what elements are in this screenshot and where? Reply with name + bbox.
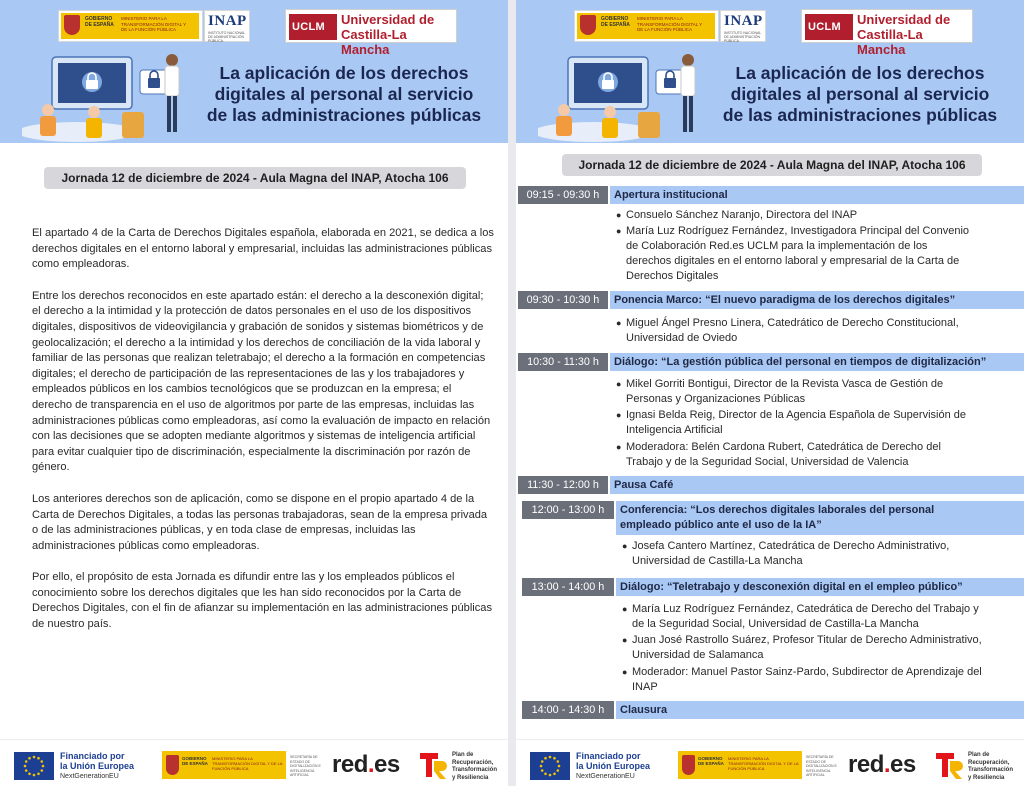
speaker-line: INAP [632,681,658,693]
page-gutter [508,0,516,786]
intro-paragraph: El apartado 4 de la Carta de Derechos Digitales española, elaborada en 2021, se dedica a los derechos digitales en el entorno laboral y empresarial, incluidas las administraciones públicas como empleadoras. [32,227,494,271]
time-slot: 09:30 - 10:30 h [518,291,608,309]
speaker-line: Trabajo y de la Seguridad Social, Universidad de Valencia [626,456,909,468]
inap-logo: INAP INSTITUTO NACIONAL DE ADMINISTRACIÓN PÚBLICA [204,10,250,42]
speaker-list: ● María Luz Rodríguez Fernández, Catedrática de Derecho del Trabajo y de la Seguridad Social, Universidad de Castilla-La Mancha ● Juan José Rastrollo Suárez, Profesor Titular de Derecho Administrativo, Universidad de Salamanca ● Moderador: Manuel Pastor Sainz-Pardo, Subdirector de Aprendizaje del INAP [516,602,1024,697]
speaker-line: de Colaboración Red.es UCLM para la implementación de los [626,240,928,252]
speaker-line: Miguel Ángel Presno Linera, Catedrático de Derecho Constitucional, [626,317,959,329]
speaker-line: Inteligencia Artificial [626,424,723,436]
speaker-line: Derechos Digitales [626,270,719,282]
eu-flag-icon [530,752,570,780]
speaker-line: Universidad de Salamanca [632,649,764,661]
session-title: Conferencia: “Los derechos digitales laborales del personal empleado público ante el uso de la IA” [616,501,1024,535]
session-title: Apertura institucional [610,186,1024,204]
redes-logo: red.es [332,751,400,778]
event-title: La aplicación de los derechos digitales al personal al servicio de las administraciones públicas [722,63,998,125]
intro-paragraph: Los anteriores derechos son de aplicación, como se dispone en el propio apartado 4 de la Carta de Derechos Digitales, a todas las personas trabajadoras, sean de la empresa privada o de las administraciones públicas, y en toda clase de empresas, incluidas las administraciones públicas como empleadoras. [32,492,488,552]
date-bar: Jornada 12 de diciembre de 2024 - Aula Magna del INAP, Atocha 106 [44,167,466,189]
intro-paragraph: Por ello, el propósito de esta Jornada es difundir entre las y los empleados públicos el conocimiento sobre los derechos digitales que les han sido reconocidos por la Carta de Derechos Digitales, con el fin de afianzar su implementación en las administraciones públicas de nuestro país. [32,571,493,631]
speaker-line: Mikel Gorriti Bontigui, Director de la Revista Vasca de Gestión de [626,378,944,390]
speaker-line: Moderadora: Belén Cardona Rubert, Catedrática de Derecho del [626,441,941,453]
gobierno-logo: GOBIERNO DE ESPAÑA MINISTERIO PARA LA TRANSFORMACIÓN DIGITAL Y DE LA FUNCIÓN PÚBLICA [58,10,203,42]
session-title: Diálogo: “La gestión pública del personal en tiempos de digitalización” [610,353,1024,371]
coat-of-arms-icon [580,15,596,35]
session-title: Diálogo: “Teletrabajo y desconexión digital en el empleo público” [616,578,1024,596]
event-title: La aplicación de los derechos digitales al personal al servicio de las administraciones públicas [206,63,482,125]
speaker-line: de la Seguridad Social, Universidad de Castilla-La Mancha [632,618,919,630]
intro-paragraph: Entre los derechos reconocidos en este apartado están: el derecho a la desconexión digital; el derecho a la intimidad y la protección de datos personales en el uso de los dispositivos digitales, dispositivos de videovigilancia y grabación de sonidos y sistemas biométricos y de geolocalización; el derecho a la intimidad y los derechos de conciliación de la vida laboral y familiar de las personas que realizan teletrabajo; el derecho a la formación en competencias digitales; el derecho de participación de las representaciones de las y los trabajadores y empleados públicos en los cambios tecnológicos que se produzcan en la empresa; el derecho de transparencia en el uso de algoritmos por parte de las empresas, incluidas las administraciones públicas como empleadoras, así como la evaluación de impacto en relación con las decisiones que se adopten mediante algoritmos y sistemas de inteligencia artificial para evitar cualquier tipo de discriminación, especialmente la discriminación por razón de género. [32,289,491,474]
eu-flag-icon [14,752,54,780]
time-slot: 14:00 - 14:30 h [522,701,614,719]
speaker-line: Juan José Rastrollo Suárez, Profesor Titular de Derecho Administrativo, [632,634,982,646]
speaker-line: Universidad de Oviedo [626,332,738,344]
prtr-logo-icon [934,749,966,781]
footer-gobierno-logo: GOBIERNO DE ESPAÑA MINISTERIO PARA LA TRANSFORMACIÓN DIGITAL Y DE LA FUNCIÓN PÚBLICA [678,751,802,779]
funding-footer: Financiado por la Unión Europea NextGenerationEU GOBIERNO DE ESPAÑA MINISTERIO PARA LA TRANSFORMACIÓN DIGITAL Y DE LA FUNCIÓN PÚBLICA SECRETARÍA DE ESTADO DE DIGITALIZACIÓN E INTELIGENCIA ARTIFICIAL red.es Plan de Recuperación, Transformación y Resiliencia [516,739,1024,786]
time-slot: 12:00 - 13:00 h [522,501,614,519]
time-slot: 13:00 - 14:00 h [522,578,614,596]
coat-of-arms-icon [682,755,695,775]
flyer-page-right [516,0,1024,786]
intro-text [32,226,494,649]
coat-of-arms-icon [64,15,80,35]
uclm-logo: UCLM Universidad de Castilla-La Mancha [801,9,973,43]
speaker-line: Josefa Cantero Martínez, Catedrática de Derecho Administrativo, [632,540,950,552]
speaker-line: Moderador: Manuel Pastor Sainz-Pardo, Subdirector de Aprendizaje del [632,666,982,678]
speaker-list: ● Josefa Cantero Martínez, Catedrática de Derecho Administrativo, Universidad de Castilla-La Mancha [516,539,1024,571]
speaker-list: ● Miguel Ángel Presno Linera, Catedrático de Derecho Constitucional, Universidad de Oviedo [516,316,1024,348]
redes-logo: red.es [848,751,916,778]
funding-footer: Financiado por la Unión Europea NextGenerationEU GOBIERNO DE ESPAÑA MINISTERIO PARA LA TRANSFORMACIÓN DIGITAL Y DE LA FUNCIÓN PÚBLICA SECRETARÍA DE ESTADO DE DIGITALIZACIÓN E INTELIGENCIA ARTIFICIAL red.es Plan de Recuperación, Transformación y Resiliencia [0,739,508,786]
prtr-logo-icon [418,749,450,781]
flyer-page-left [0,0,508,786]
header-banner [0,0,508,143]
speaker-list: ● Mikel Gorriti Bontigui, Director de la Revista Vasca de Gestión de Personas y Organizaciones Públicas ● Ignasi Belda Reig, Director de la Agencia Española de Supervisión de Inteligencia Artificial ● Moderadora: Belén Cardona Rubert, Catedrática de Derecho del Trabajo y de la Seguridad Social, Universidad de Valencia [516,377,1024,472]
speaker-line: María Luz Rodríguez Fernández, Investigadora Principal del Convenio [626,225,970,237]
time-slot: 11:30 - 12:00 h [518,476,608,494]
header-banner [516,0,1024,143]
date-bar: Jornada 12 de diciembre de 2024 - Aula Magna del INAP, Atocha 106 [562,154,982,176]
digital-security-illustration-icon [22,52,197,142]
session-title: Clausura [616,701,1024,719]
speaker-line: María Luz Rodríguez Fernández, Catedrática de Derecho del Trabajo y [632,603,979,615]
speaker-line: Ignasi Belda Reig, Director de la Agencia Española de Supervisión de [626,409,966,421]
speaker-line: Consuelo Sánchez Naranjo, Directora del INAP [626,209,858,221]
digital-security-illustration-icon [538,52,713,142]
speaker-line: derechos digitales en el entorno laboral y empresarial de la Carta de [626,255,960,267]
speaker-line: Universidad de Castilla-La Mancha [632,555,803,567]
gobierno-logo: GOBIERNO DE ESPAÑA MINISTERIO PARA LA TRANSFORMACIÓN DIGITAL Y DE LA FUNCIÓN PÚBLICA [574,10,719,42]
coat-of-arms-icon [166,755,179,775]
speaker-line: Personas y Organizaciones Públicas [626,393,806,405]
time-slot: 10:30 - 11:30 h [518,353,608,371]
footer-gobierno-logo: GOBIERNO DE ESPAÑA MINISTERIO PARA LA TRANSFORMACIÓN DIGITAL Y DE LA FUNCIÓN PÚBLICA [162,751,286,779]
speaker-list: ● Consuelo Sánchez Naranjo, Directora del INAP ● María Luz Rodríguez Fernández, Investigadora Principal del Convenio de Colaboración Red.es UCLM para la implementación de los derechos digitales en el entorno laboral y empresarial de la Carta de Derechos Digitales [516,208,1024,286]
session-title: Pausa Café [610,476,1024,494]
uclm-logo: UCLM Universidad de Castilla-La Mancha [285,9,457,43]
inap-logo: INAP INSTITUTO NACIONAL DE ADMINISTRACIÓN PÚBLICA [720,10,766,42]
time-slot: 09:15 - 09:30 h [518,186,608,204]
session-title: Ponencia Marco: “El nuevo paradigma de los derechos digitales” [610,291,1024,309]
